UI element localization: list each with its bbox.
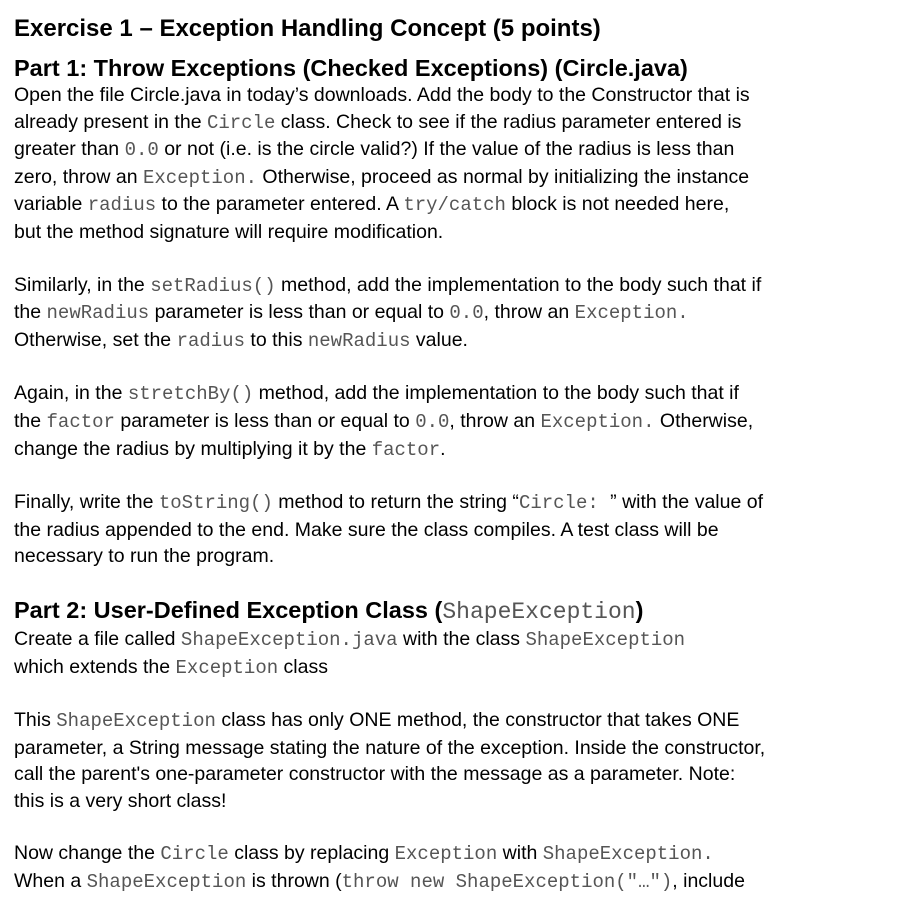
text-line bbox=[14, 191, 765, 219]
code-text: ShapeException bbox=[525, 628, 686, 651]
text-run: with the class bbox=[397, 627, 526, 650]
text-run: change the radius by multiplying it by the bbox=[14, 437, 372, 460]
text-run: When a bbox=[14, 870, 87, 893]
text-run: Open the file Circle.java in today’s downloads. Add the body to the Constructor that is bbox=[14, 84, 750, 106]
text-run: to the parameter entered. A bbox=[156, 193, 404, 216]
text-line bbox=[14, 82, 765, 109]
text-run: is thrown ( bbox=[246, 870, 342, 893]
paragraph bbox=[14, 707, 765, 814]
text-run: class. Check to see if the radius parameter entered is bbox=[275, 110, 742, 133]
code-text: radius bbox=[87, 194, 157, 217]
text-line bbox=[14, 299, 765, 327]
text-line bbox=[14, 408, 765, 436]
text-line bbox=[14, 735, 765, 762]
text-run: class bbox=[278, 655, 328, 678]
text-line bbox=[14, 517, 765, 544]
text-line bbox=[14, 164, 765, 192]
code-text: Exception. bbox=[142, 166, 258, 189]
text-line bbox=[14, 136, 765, 164]
text-line bbox=[14, 272, 765, 300]
code-text: factor bbox=[371, 438, 441, 461]
text-run: the bbox=[14, 409, 47, 432]
text-run: . bbox=[440, 437, 446, 460]
code-text: newRadius bbox=[46, 302, 150, 325]
text-run: Otherwise, proceed as normal by initializing the instance bbox=[257, 165, 750, 188]
text-run: already present in the bbox=[14, 110, 207, 133]
code-text: ShapeException bbox=[56, 710, 216, 733]
text-line bbox=[14, 219, 765, 246]
text-run: Part 2: User-Defined Exception Class ( bbox=[14, 596, 443, 623]
text-line bbox=[14, 489, 765, 517]
code-text: stretchBy() bbox=[127, 383, 254, 406]
text-run: Otherwise, bbox=[654, 409, 754, 432]
exercise-title: Exercise 1 – Exception Handling Concept (5 points) bbox=[14, 15, 601, 42]
text-line bbox=[14, 109, 765, 137]
code-text: ShapeException bbox=[442, 598, 636, 625]
code-text: setRadius() bbox=[150, 274, 276, 297]
text-run: , throw an bbox=[449, 409, 541, 432]
paragraph bbox=[14, 626, 765, 681]
text-line bbox=[14, 380, 765, 408]
paragraph bbox=[14, 380, 765, 463]
code-text: ShapeException bbox=[86, 871, 247, 894]
paragraph bbox=[14, 82, 765, 246]
text-run: parameter is less than or equal to bbox=[149, 301, 450, 324]
text-run: Again, in the bbox=[14, 382, 128, 405]
text-run: ” with the value of bbox=[610, 491, 763, 514]
text-run: Now change the bbox=[14, 842, 161, 865]
text-line bbox=[14, 761, 765, 788]
code-text: 0.0 bbox=[449, 302, 484, 325]
text-line bbox=[14, 840, 765, 868]
code-text: Exception. bbox=[540, 410, 655, 433]
text-run: block is not needed here, bbox=[505, 193, 730, 216]
text-run: class has only ONE method, the constructor that takes ONE bbox=[215, 709, 740, 732]
code-text: newRadius bbox=[307, 329, 411, 352]
text-line bbox=[14, 654, 765, 682]
text-run: variable bbox=[14, 193, 88, 216]
text-line bbox=[14, 868, 765, 896]
text-run: Similarly, in the bbox=[14, 273, 151, 296]
text-run: the bbox=[14, 301, 47, 324]
text-run: which extends the bbox=[14, 655, 176, 678]
text-run: , include bbox=[672, 870, 745, 893]
text-run: to this bbox=[245, 328, 308, 351]
text-line bbox=[14, 788, 765, 815]
code-text: throw new ShapeException("…") bbox=[341, 871, 673, 894]
code-text: try/catch bbox=[403, 194, 506, 217]
text-run: Part 1: Throw Exceptions (Checked Exceptions) (Circle.java) bbox=[14, 55, 688, 81]
code-text: Exception. bbox=[574, 302, 689, 325]
text-run: This bbox=[14, 709, 57, 732]
text-run: this is a very short class! bbox=[14, 789, 227, 812]
section-heading bbox=[14, 54, 765, 82]
text-run: Finally, write the bbox=[14, 491, 159, 514]
text-run: class by replacing bbox=[228, 842, 395, 865]
code-text: ShapeException. bbox=[542, 843, 714, 866]
code-text: Exception bbox=[394, 843, 498, 866]
text-run: zero, throw an bbox=[14, 165, 143, 188]
text-run: , throw an bbox=[483, 301, 575, 324]
code-text: Circle bbox=[206, 111, 276, 134]
section-heading bbox=[14, 596, 765, 626]
code-text: Circle bbox=[160, 843, 229, 866]
code-text: radius bbox=[176, 329, 245, 352]
text-run: or not (i.e. is the circle valid?) If the value of the radius is less than bbox=[158, 138, 735, 161]
text-run: Otherwise, set the bbox=[14, 328, 177, 351]
text-run: but the method signature will require modification. bbox=[14, 220, 444, 243]
section-part-2 bbox=[14, 596, 765, 896]
text-run: value. bbox=[410, 328, 468, 351]
code-text: Exception bbox=[175, 656, 279, 679]
code-text: 0.0 bbox=[124, 139, 159, 162]
text-line bbox=[14, 327, 765, 355]
text-run: necessary to run the program. bbox=[14, 545, 275, 568]
text-run: ) bbox=[635, 596, 644, 623]
text-run: Create a file called bbox=[14, 627, 181, 650]
text-run: call the parent's one-parameter constructor with the message as a parameter. Note: bbox=[14, 763, 736, 786]
paragraph bbox=[14, 489, 765, 570]
paragraph bbox=[14, 272, 765, 355]
text-run: method, add the implementation to the body such that if bbox=[253, 382, 739, 405]
code-text: factor bbox=[46, 410, 115, 433]
text-run: parameter is less than or equal to bbox=[114, 409, 416, 432]
text-line bbox=[14, 436, 765, 464]
sections bbox=[14, 54, 765, 896]
document bbox=[14, 14, 765, 922]
text-line bbox=[14, 543, 765, 570]
text-run: parameter, a String message stating the nature of the exception. Inside the constructor, bbox=[14, 736, 766, 759]
code-text: ShapeException.java bbox=[180, 628, 398, 651]
code-text: 0.0 bbox=[415, 410, 450, 433]
text-run: method to return the string “ bbox=[272, 491, 519, 514]
text-run: the radius appended to the end. Make sure the class compiles. A test class will be bbox=[14, 518, 719, 541]
text-run: greater than bbox=[14, 138, 125, 161]
text-line bbox=[14, 707, 765, 735]
code-text: toString() bbox=[158, 492, 273, 515]
text-run: method, add the implementation to the body such that if bbox=[275, 273, 762, 296]
code-text: Circle: bbox=[518, 492, 611, 515]
text-line bbox=[14, 626, 765, 654]
text-run: with bbox=[497, 842, 543, 865]
section-part-1 bbox=[14, 54, 765, 570]
paragraph bbox=[14, 840, 765, 895]
